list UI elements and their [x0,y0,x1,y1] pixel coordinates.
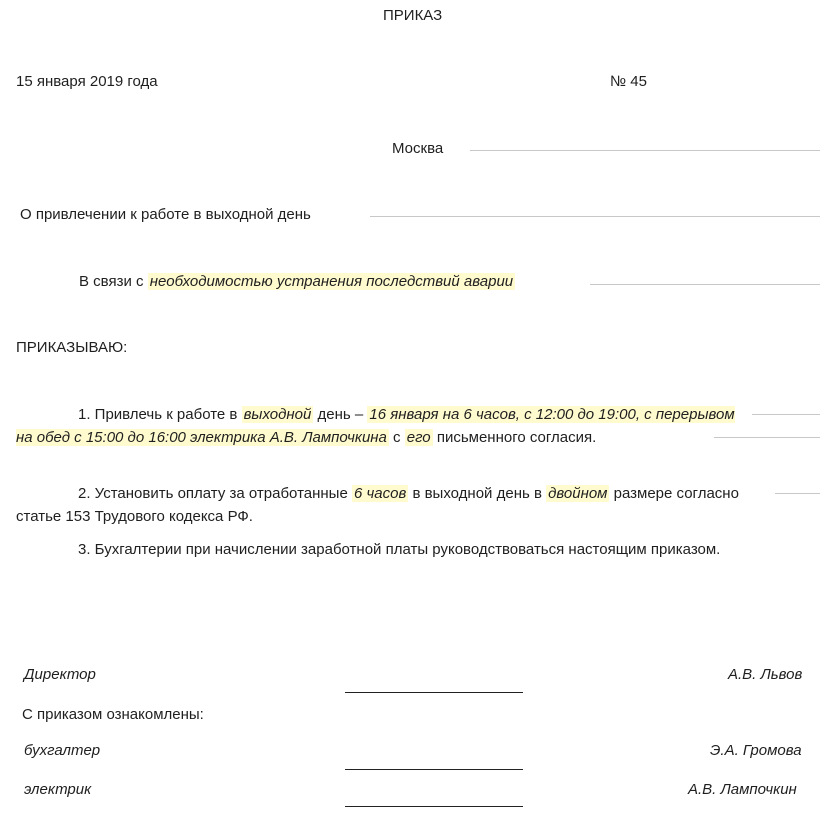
item-1-text-b: день – [313,406,368,423]
item-2-text-a: 2. Установить оплату за отработанные [78,485,352,502]
order-word: ПРИКАЗЫВАЮ: [16,339,128,356]
electrician-title: электрик [24,781,92,798]
item-2-text-b: в выходной день в [408,485,547,502]
accountant-signature-line [345,769,523,770]
electrician-signature-line [345,806,523,807]
item-1-text-d: письменного согласия. [432,429,597,446]
item-1-highlight-b: 16 января на 6 часов, с 12:00 до 19:00, с перерывом на обед с 15:00 до 16:00 электрика А.В. Лампочкина [16,406,735,446]
director-signature-line [345,692,523,693]
order-number: № 45 [610,73,647,90]
item-1-fill-line-2 [714,437,820,438]
accountant-name: Э.А. Громова [710,742,802,759]
item-1-fill-line-1 [752,414,820,415]
subject-fill-line [370,216,820,217]
electrician-name: А.В. Лампочкин [688,781,797,798]
item-2-text-c: размере согласно статье 153 Трудового кодекса РФ. [16,485,739,525]
order-item-2 [16,482,740,528]
document-title: ПРИКАЗ [383,7,443,24]
item-1-text-c: с [388,429,405,446]
acquainted-label: С приказом ознакомлены: [22,706,204,723]
director-name: А.В. Львов [728,666,803,683]
item-2-highlight-b: двойном [548,485,608,502]
reason-prefix: В связи с [79,273,148,290]
item-1-highlight-a: выходной [243,406,312,423]
item-2-highlight-a: 6 часов [353,485,407,502]
order-item-3: 3. Бухгалтерии при начислении заработной платы руководствоваться настоящим приказом. [78,541,721,558]
item-1-text-a: 1. Привлечь к работе в [78,406,242,423]
order-date: 15 января 2019 года [16,73,158,90]
order-reason [79,273,515,290]
accountant-title: бухгалтер [24,742,101,759]
order-city: Москва [392,140,444,157]
reason-fill-line [590,284,820,285]
item-1-highlight-c: его [406,429,431,446]
reason-highlight: необходимостью устранения последствий аварии [149,273,514,290]
item-2-fill-line [775,493,820,494]
order-item-1 [16,403,740,449]
director-title: Директор [24,666,96,683]
order-subject: О привлечении к работе в выходной день [20,206,311,223]
city-fill-line [470,150,820,151]
